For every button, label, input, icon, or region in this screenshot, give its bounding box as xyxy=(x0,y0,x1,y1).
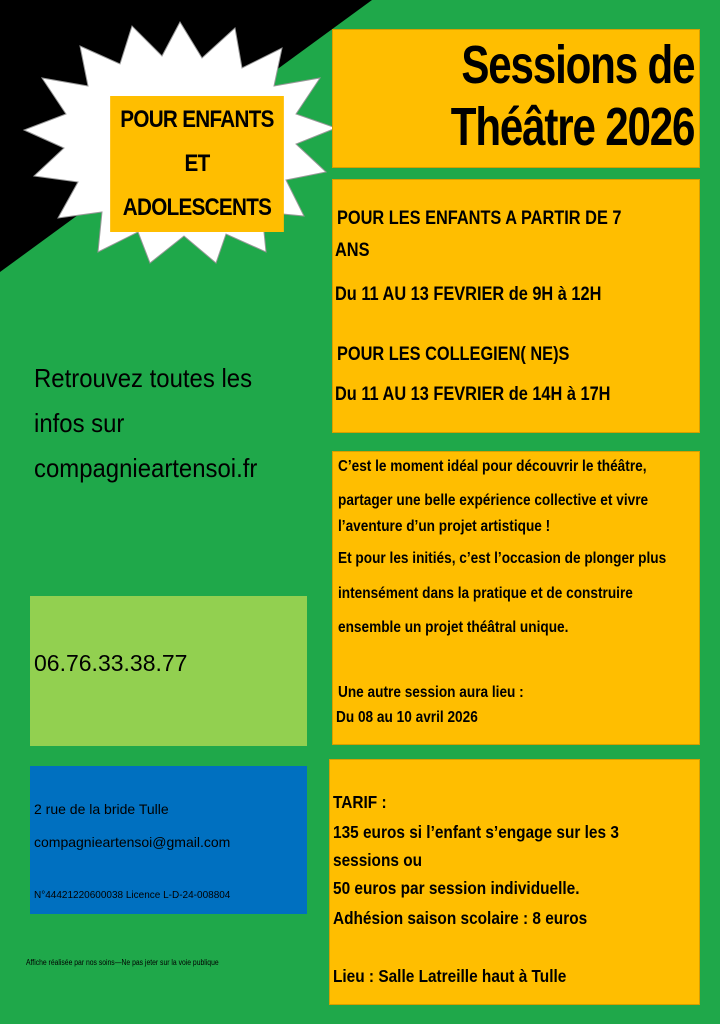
badge-line-2: ET xyxy=(184,150,210,177)
description-panel xyxy=(333,452,699,744)
tarif-line-3: sessions ou xyxy=(333,850,423,870)
phone-number[interactable]: 06.76.33.38.77 xyxy=(34,650,188,676)
tarif-panel xyxy=(330,760,699,1004)
title-line-2: Théâtre 2026 xyxy=(450,97,695,157)
desc-line-4: Et pour les initiés, c’est l’occasion de plonger plus xyxy=(338,550,667,567)
desc-line-6: ensemble un projet théâtral unique. xyxy=(338,619,569,636)
tarif-line-1: TARIF : xyxy=(333,792,387,812)
dates-panel xyxy=(333,180,699,432)
info-line-1: Retrouvez toutes les xyxy=(34,363,253,393)
badge-line-1: POUR ENFANTS xyxy=(120,106,274,133)
desc-line-5: intensément dans la pratique et de construire xyxy=(338,585,633,602)
desc-line-2: partager une belle expérience collective et vivre xyxy=(338,492,649,509)
website-link[interactable]: compagnieartensoi.fr xyxy=(34,453,258,483)
badge-line-3: ADOLESCENTS xyxy=(122,194,272,221)
enfants-heading-1: POUR LES ENFANTS A PARTIR DE 7 xyxy=(337,208,622,229)
tarif-line-4: 50 euros par session individuelle. xyxy=(333,878,580,898)
tarif-line-6: Lieu : Salle Latreille haut à Tulle xyxy=(333,966,567,986)
title-panel xyxy=(333,30,699,167)
info-line-2: infos sur xyxy=(34,408,125,438)
desc-line-3: l’aventure d’un projet artistique ! xyxy=(338,518,551,535)
page-title xyxy=(414,34,699,158)
desc-line-1: C’est le moment idéal pour découvrir le théâtre, xyxy=(338,458,647,475)
address: 2 rue de la bride Tulle xyxy=(34,801,169,817)
badge-starburst xyxy=(20,20,340,265)
website-info xyxy=(34,356,257,491)
enfants-heading-2: ANS xyxy=(335,240,370,261)
next-session-line-1: Une autre session aura lieu : xyxy=(338,684,524,701)
college-heading: POUR LES COLLEGIEN( NE)S xyxy=(337,344,570,365)
next-session-line-2: Du 08 au 10 avril 2026 xyxy=(336,709,478,726)
licence-number: N°44421220600038 Licence L-D-24-008804 xyxy=(34,890,231,901)
footer-note: Affiche réalisée par nos soins—Ne pas jeter sur la voie publique xyxy=(26,958,219,967)
badge-box xyxy=(110,96,284,232)
email[interactable]: compagnieartensoi@gmail.com xyxy=(34,834,231,850)
tarif-line-5: Adhésion saison scolaire : 8 euros xyxy=(333,908,588,928)
title-line-1: Sessions de xyxy=(461,35,695,95)
enfants-dates: Du 11 AU 13 FEVRIER de 9H à 12H xyxy=(335,284,602,305)
tarif-line-2: 135 euros si l’enfant s’engage sur les 3 xyxy=(333,822,619,842)
college-dates: Du 11 AU 13 FEVRIER de 14H à 17H xyxy=(335,384,611,405)
